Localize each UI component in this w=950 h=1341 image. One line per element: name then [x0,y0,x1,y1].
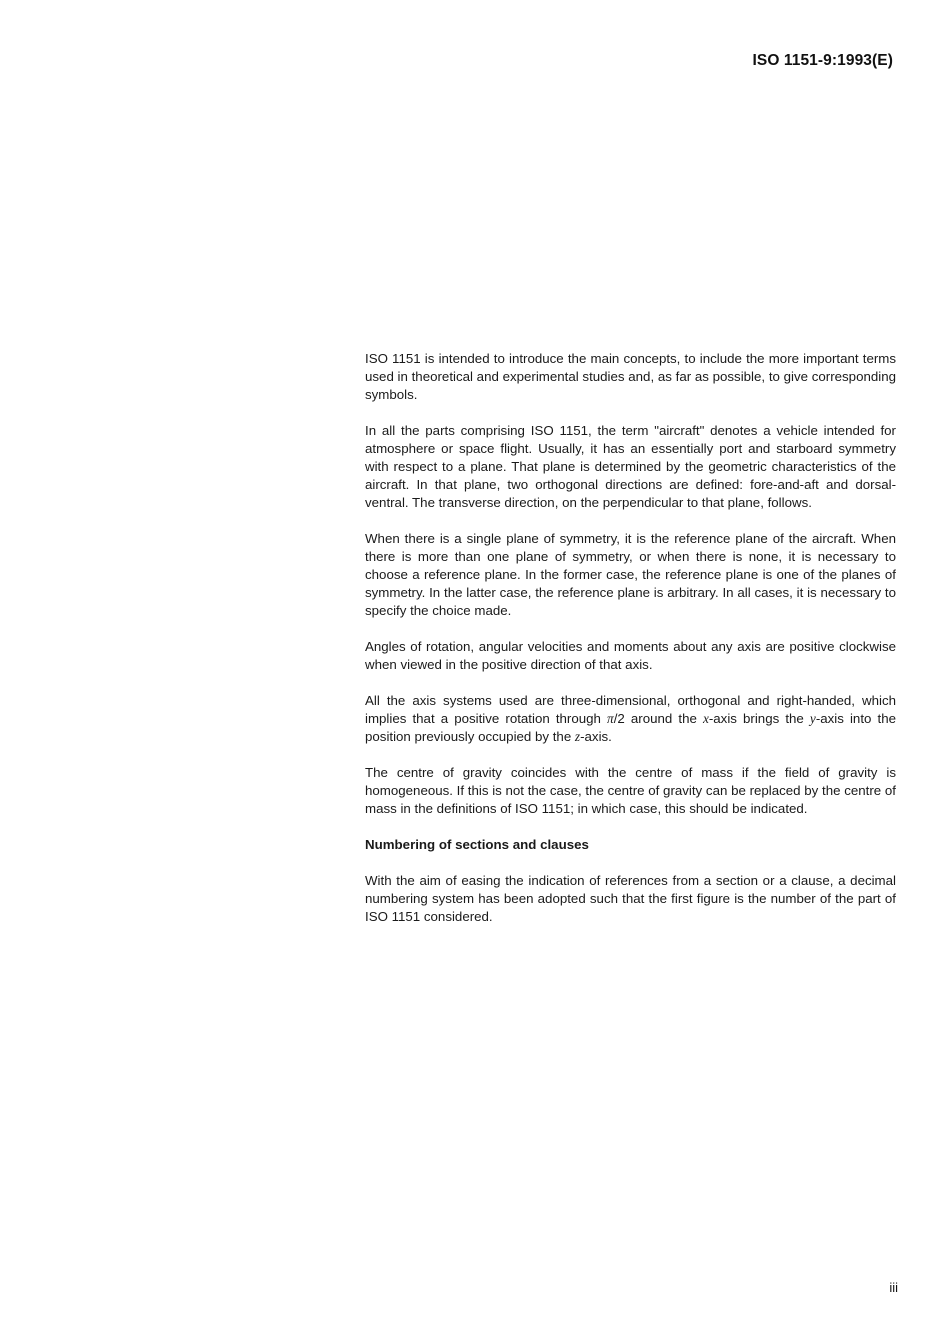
paragraph-numbering: With the aim of easing the indication of references from a section or a clause, a decimal numbering system has been adopted such that the first figure is the number of the part of ISO 1151 considered. [365,873,896,924]
page-number: iii [889,1280,898,1295]
paragraph-axis-systems [365,692,896,746]
paragraph-scope: ISO 1151 is intended to introduce the main concepts, to include the more important terms used in theoretical and experimental studies and, as far as possible, to give corresponding symbols. [365,351,896,402]
pi-symbol: π [607,711,614,726]
axis-text-4: -axis into the position previously occupied by the [365,711,896,744]
y-symbol: y [809,711,816,726]
introduction-body [365,350,896,944]
axis-text-3: -axis brings the [708,711,810,726]
axis-text-5: -axis. [580,729,612,744]
x-symbol: x [702,711,709,726]
axis-text-2: /2 around the [613,711,703,726]
paragraph-aircraft-definition: In all the parts comprising ISO 1151, the term "aircraft" denotes a vehicle intended for atmosphere or space flight. Usually, it has an essentially port and starboard symmetry with respect to a plane. That plane is determined by the geometric characteristics of the aircraft. In that plane, two orthogonal directions are defined: fore-and-aft and dorsal-ventral. The transverse direction, on the perpendicular to that plane, follows. [365,423,896,510]
document-standard-id: ISO 1151-9:1993(E) [752,52,893,69]
z-symbol: z [574,729,581,744]
axis-text-1: All the axis systems used are three-dimensional, orthogonal and right-handed, which implies that a positive rotation through [365,693,896,726]
paragraph-reference-plane: When there is a single plane of symmetry, it is the reference plane of the aircraft. When there is more than one plane of symmetry, or when there is none, it is necessary to choose a reference plane. In the former case, the reference plane is one of the planes of symmetry. In the latter case, the reference plane is arbitrary. In all cases, it is necessary to specify the choice made. [365,531,896,618]
paragraph-centre-of-gravity: The centre of gravity coincides with the centre of mass if the field of gravity is homogeneous. If this is not the case, the centre of gravity can be replaced by the centre of mass in the definitions of ISO 1151; in which case, this should be indicated. [365,765,896,816]
section-heading-numbering: Numbering of sections and clauses [365,837,589,852]
paragraph-rotation-convention: Angles of rotation, angular velocities and moments about any axis are positive clockwise when viewed in the positive direction of that axis. [365,639,896,672]
